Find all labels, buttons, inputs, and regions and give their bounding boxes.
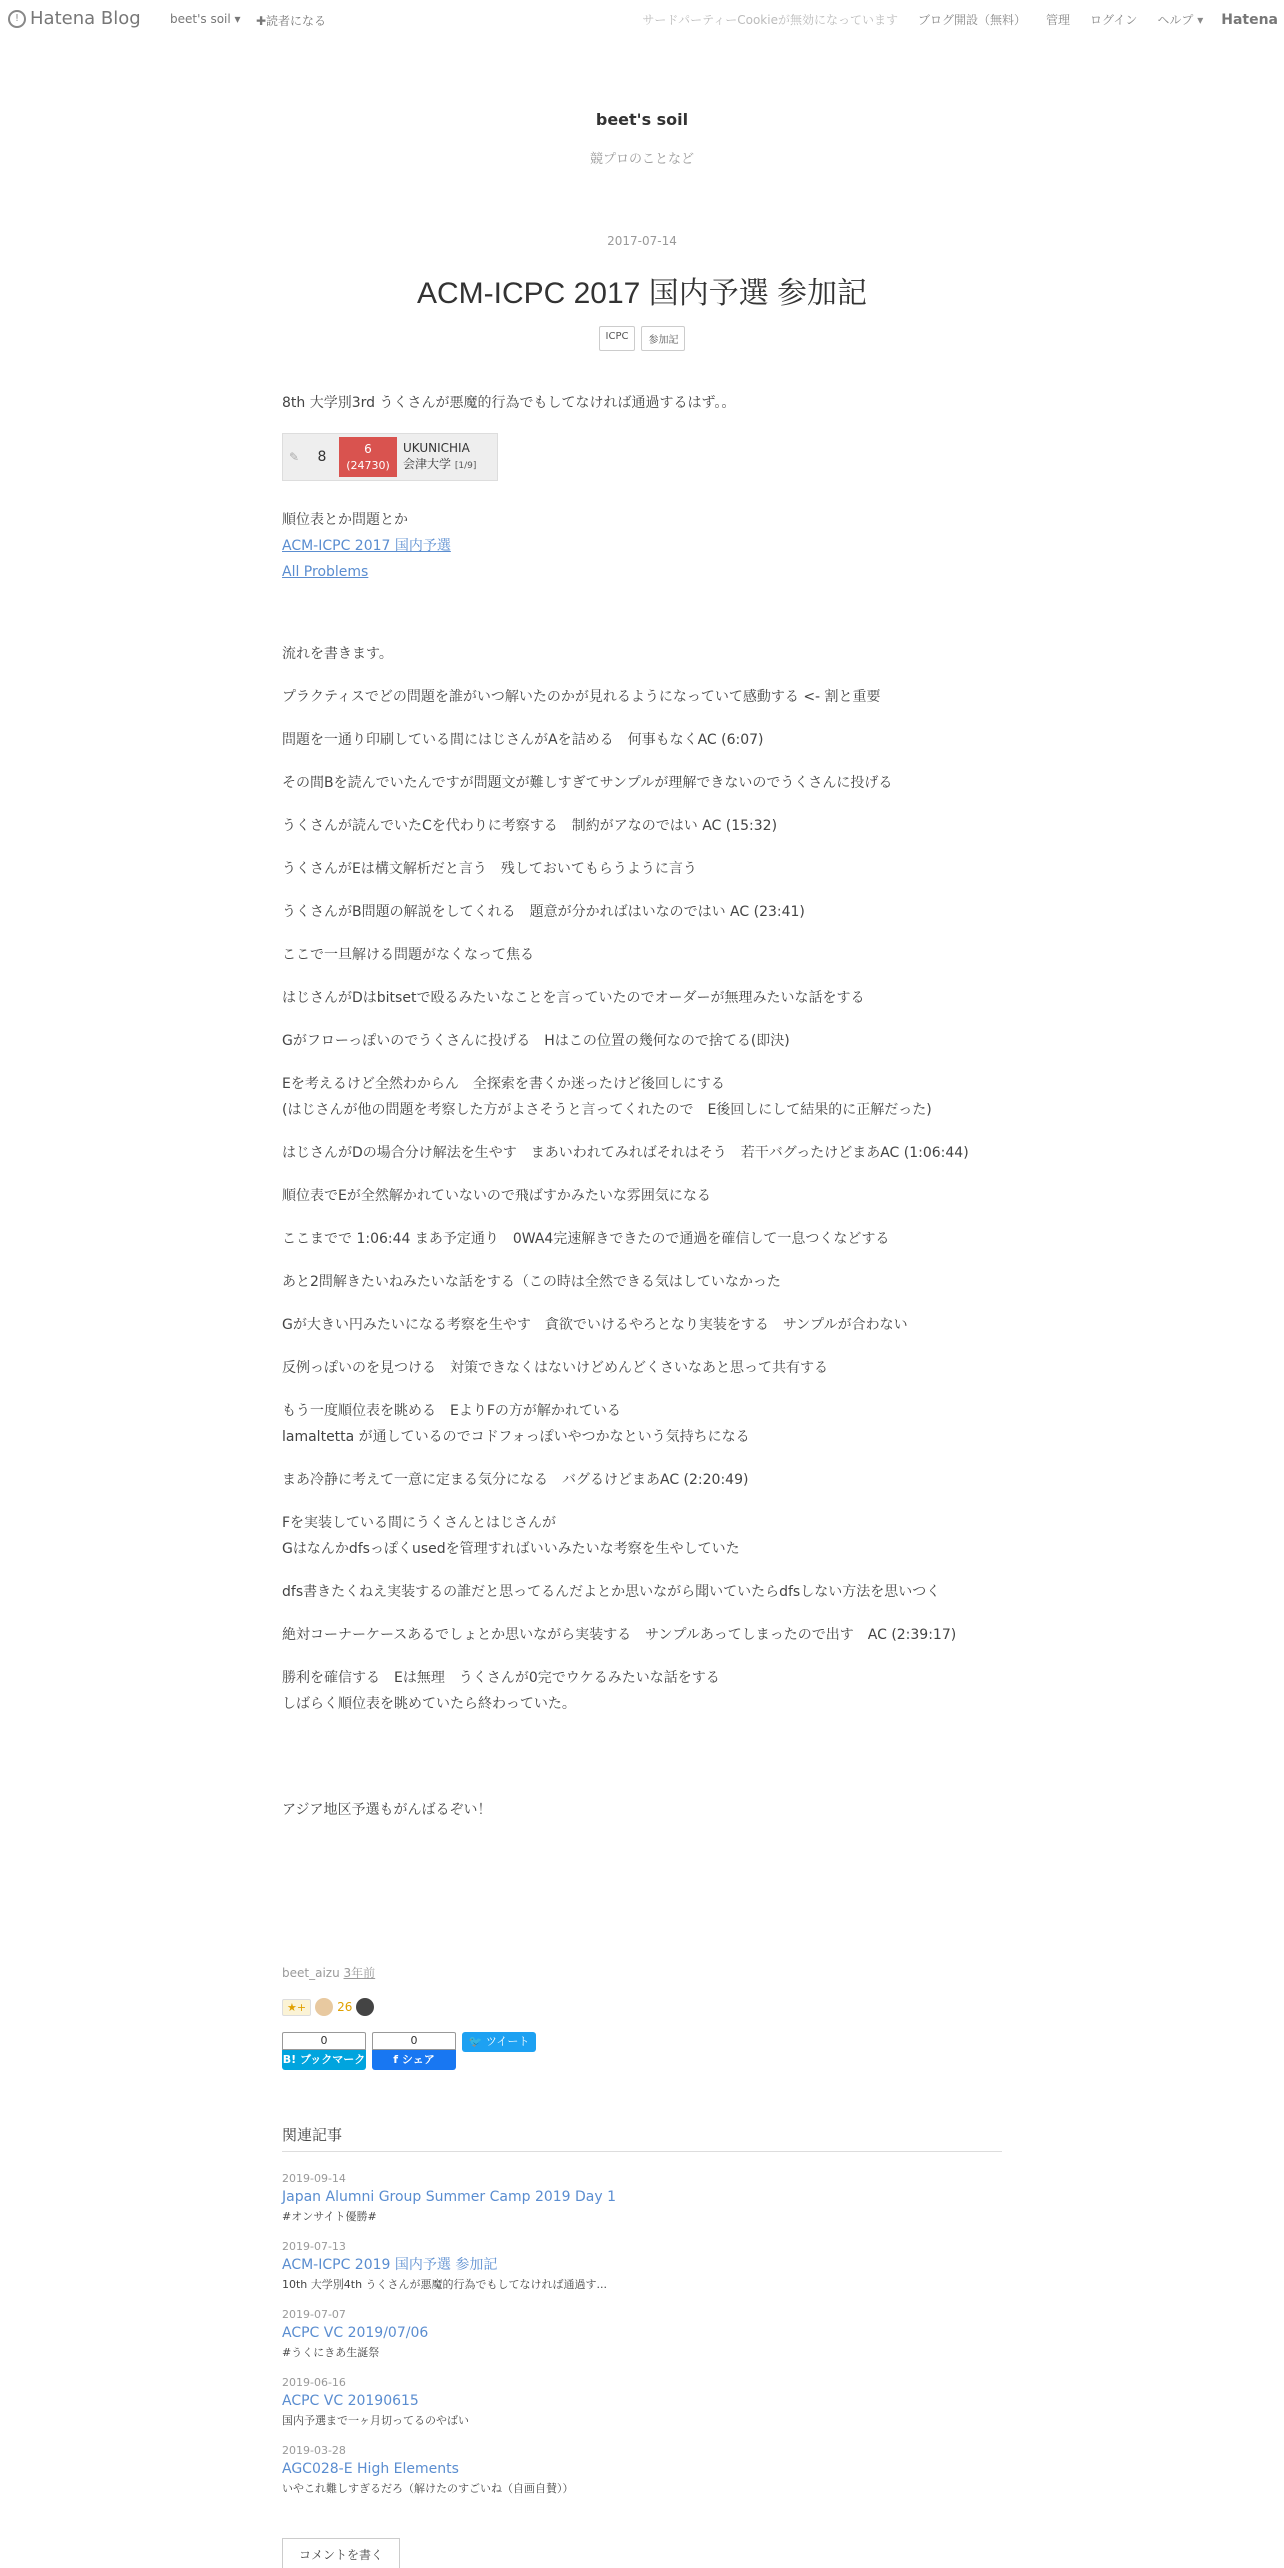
related-title[interactable]: ACPC VC 2019/07/06 <box>282 2325 429 2341</box>
author-name[interactable]: beet_aizu <box>282 1966 340 1980</box>
related-item[interactable] <box>282 2172 1002 2226</box>
facebook-share-button[interactable]: f シェア <box>372 2050 456 2070</box>
blog-menu[interactable]: beet's soil ▾ <box>170 12 241 26</box>
related-title[interactable]: ACPC VC 20190615 <box>282 2393 419 2409</box>
logo-text: Hatena Blog <box>30 8 141 29</box>
facebook-share <box>372 2032 456 2070</box>
avatar-icon[interactable] <box>356 1998 374 2016</box>
related-snippet: 10th 大学別4th うくさんが悪魔的行為でもしてなければ通過す... <box>282 2278 608 2291</box>
entry-paragraph: 反例っぽいのを見つける 対策できなくはないけどめんどくさいなあと思って共有する <box>282 1360 828 1376</box>
entry-paragraph: 流れを書きます。 <box>282 646 393 662</box>
entry-closing: アジア地区予選もがんばるぞい！ <box>282 1802 492 1818</box>
related-title[interactable]: ACM-ICPC 2019 国内予選 参加記 <box>282 2257 498 2273</box>
hatena-link[interactable]: Hatena <box>1221 11 1278 28</box>
entry-date[interactable]: 2017-07-14 <box>607 234 677 248</box>
links-block <box>282 507 1002 585</box>
help-menu[interactable]: ヘルプ ▾ <box>1157 13 1204 27</box>
pin-icon: ✎ <box>288 450 300 464</box>
rank-row <box>282 433 498 481</box>
star-area <box>282 1998 374 2016</box>
rank-place: 8 <box>317 449 327 465</box>
global-header <box>0 0 1284 40</box>
entry-paragraph: Eを考えるけど全然わからん 全探索を書くか迷ったけど後回しにする (はじさんが他の問題を考察した方がよさそうと言ってくれたので E後回しにして結果的に正解だった) <box>282 1076 932 1118</box>
hatebu-share <box>282 2032 366 2070</box>
entry-paragraph: うくさんがEは構文解析だと言う 残しておいてもらうように言う <box>282 861 697 877</box>
hatena-logo-icon: ! <box>8 10 26 28</box>
entry-paragraph: 絶対コーナーケースあるでしょとか思いながら実装する サンプルあってしまったので出す AC (2:39:17) <box>282 1627 957 1643</box>
related-date: 2019-03-28 <box>282 2444 346 2457</box>
hatebu-button[interactable]: B! ブックマーク <box>282 2050 366 2070</box>
links-label: 順位表とか問題とか <box>282 512 408 528</box>
entry-paragraph: ここで一旦解ける問題がなくなって焦る <box>282 947 534 963</box>
rank-team <box>397 440 476 474</box>
related-title[interactable]: Japan Alumni Group Summer Camp 2019 Day 1 <box>282 2189 617 2205</box>
entry-paragraph: 勝利を確信する Eは無理 うくさんが0完でウケるみたいな話をする しばらく順位表を眺めていたら終わっていた。 <box>282 1670 720 1712</box>
tag-icpc[interactable]: ICPC <box>599 326 636 351</box>
related-item[interactable] <box>282 2240 1002 2294</box>
related-snippet: いやこれ難しすぎるだろ（解けたのすごいね（自画自賛）） <box>282 2482 574 2495</box>
related-snippet: 国内予選まで一ヶ月切ってるのやばい <box>282 2414 469 2427</box>
blog-title[interactable]: beet's soil <box>595 110 689 129</box>
entry-title[interactable]: ACM-ICPC 2017 国内予選 参加記 <box>416 277 868 310</box>
header-right-menu <box>622 11 1278 28</box>
entry-paragraphs <box>282 641 1002 1717</box>
rank-solved <box>339 437 397 477</box>
related-entries <box>282 2124 1002 2512</box>
entry-paragraph: dfs書きたくねえ実装するの誰だと思ってるんだよとか思いながら聞いていたらdfsしない方法を思いつく <box>282 1584 941 1600</box>
related-date: 2019-07-07 <box>282 2308 346 2321</box>
related-date: 2019-07-13 <box>282 2240 346 2253</box>
members: [1/9] <box>454 461 477 471</box>
university: 会津大学 <box>403 457 452 471</box>
entry-paragraph: うくさんがB問題の解説をしてくれる 題意が分かればはいなのではい AC (23:41) <box>282 904 805 920</box>
entry-tags <box>0 326 1284 351</box>
open-blog-link[interactable]: ブログ開設（無料） <box>917 13 1026 27</box>
entry-paragraph: うくさんが読んでいたCを代わりに考察する 制約がアなのではい AC (15:32) <box>282 818 778 834</box>
related-title[interactable]: AGC028-E High Elements <box>282 2461 459 2477</box>
blog-description: 競プロのことなど <box>589 152 694 167</box>
admin-link[interactable]: 管理 <box>1045 13 1070 27</box>
related-item[interactable] <box>282 2376 1002 2430</box>
entry-meta <box>282 1964 375 1981</box>
entry-content <box>282 390 1002 1840</box>
star-count[interactable]: 26 <box>337 2000 353 2014</box>
cookie-notice[interactable]: サードパーティーCookieが無効になっています <box>642 13 898 27</box>
entry-paragraph: Fを実装している間にうくさんとはじさんが Gはなんかdfsっぽくusedを管理すればいいみたいな考察を生やしていた <box>282 1515 740 1557</box>
share-buttons <box>282 2032 536 2070</box>
entry-paragraph: 問題を一通り印刷している間にはじさんがAを詰める 何事もなくAC (6:07) <box>282 732 764 748</box>
related-date: 2019-09-14 <box>282 2172 346 2185</box>
related-heading: 関連記事 <box>282 2124 1002 2152</box>
problems-link[interactable]: All Problems <box>282 564 369 580</box>
tweet-button[interactable] <box>462 2032 536 2052</box>
login-link[interactable]: ログイン <box>1089 13 1138 27</box>
entry-paragraph: その間Bを読んでいたんですが問題文が難しすぎてサンプルが理解できないのでうくさんに投げる <box>282 775 893 791</box>
entry-paragraph: まあ冷静に考えて一意に定まる気分になる バグるけどまあAC (2:20:49) <box>282 1472 749 1488</box>
tweet-label: ツイート <box>485 2035 530 2048</box>
facebook-count: 0 <box>372 2032 456 2050</box>
entry-paragraph: プラクティスでどの問題を誰がいつ解いたのかが見れるようになっていて感動する <- 割と重要 <box>282 689 881 705</box>
solved-count: 6 <box>364 442 372 456</box>
hatebu-count[interactable]: 0 <box>282 2032 366 2050</box>
entry-paragraph: Gがフローっぽいのでうくさんに投げる Hはこの位置の幾何なので捨てる(即決) <box>282 1033 790 1049</box>
penalty: (24730) <box>346 459 390 472</box>
entry-paragraph: もう一度順位表を眺める EよりFの方が解かれている lamaltetta が通しているのでコドフォっぽいやつかなという気持ちになる <box>282 1403 750 1445</box>
entry-paragraph: あと2問解きたいねみたいな話をする（この時は全然できる気はしていなかった <box>282 1274 781 1290</box>
related-snippet: #オンサイト優勝# <box>282 2210 377 2223</box>
tag-report[interactable]: 参加記 <box>641 326 685 351</box>
team-name: UKUNICHIA <box>403 441 470 455</box>
avatar-icon[interactable] <box>315 1998 333 2016</box>
related-item[interactable] <box>282 2444 1002 2498</box>
related-item[interactable] <box>282 2308 1002 2362</box>
twitter-icon: 🐦 <box>468 2035 483 2048</box>
entry-age[interactable]: 3年前 <box>343 1966 376 1980</box>
entry-paragraph: 順位表でEが全然解かれていないので飛ばすかみたいな雰囲気になる <box>282 1188 711 1204</box>
write-comment-button[interactable]: コメントを書く <box>282 2538 400 2568</box>
entry-paragraph: Gが大きい円みたいになる考察を生やす 貪欲でいけるやろとなり実装をする サンプルが合わない <box>282 1317 908 1333</box>
add-star-button[interactable]: ★+ <box>282 1999 311 2016</box>
hatena-blog-logo[interactable] <box>8 8 141 29</box>
related-date: 2019-06-16 <box>282 2376 346 2389</box>
subscribe-button[interactable]: ✚読者になる <box>256 14 327 28</box>
standings-link[interactable]: ACM-ICPC 2017 国内予選 <box>282 538 451 554</box>
entry-intro: 8th 大学別3rd うくさんが悪魔的行為でもしてなければ通過するはず。。 <box>282 395 736 411</box>
entry-paragraph: はじさんがDはbitsetで殴るみたいなことを言っていたのでオーダーが無理みたいな話をする <box>282 990 865 1006</box>
entry-paragraph: ここまでで 1:06:44 まあ予定通り 0WA4完速解きできたので通過を確信して一息つくなどする <box>282 1231 890 1247</box>
related-snippet: #うくにきあ生誕祭 <box>282 2346 380 2359</box>
entry-paragraph: はじさんがDの場合分け解法を生やす まあいわれてみればそれはそう 若干バグったけどまあAC (1:06:44) <box>282 1145 969 1161</box>
